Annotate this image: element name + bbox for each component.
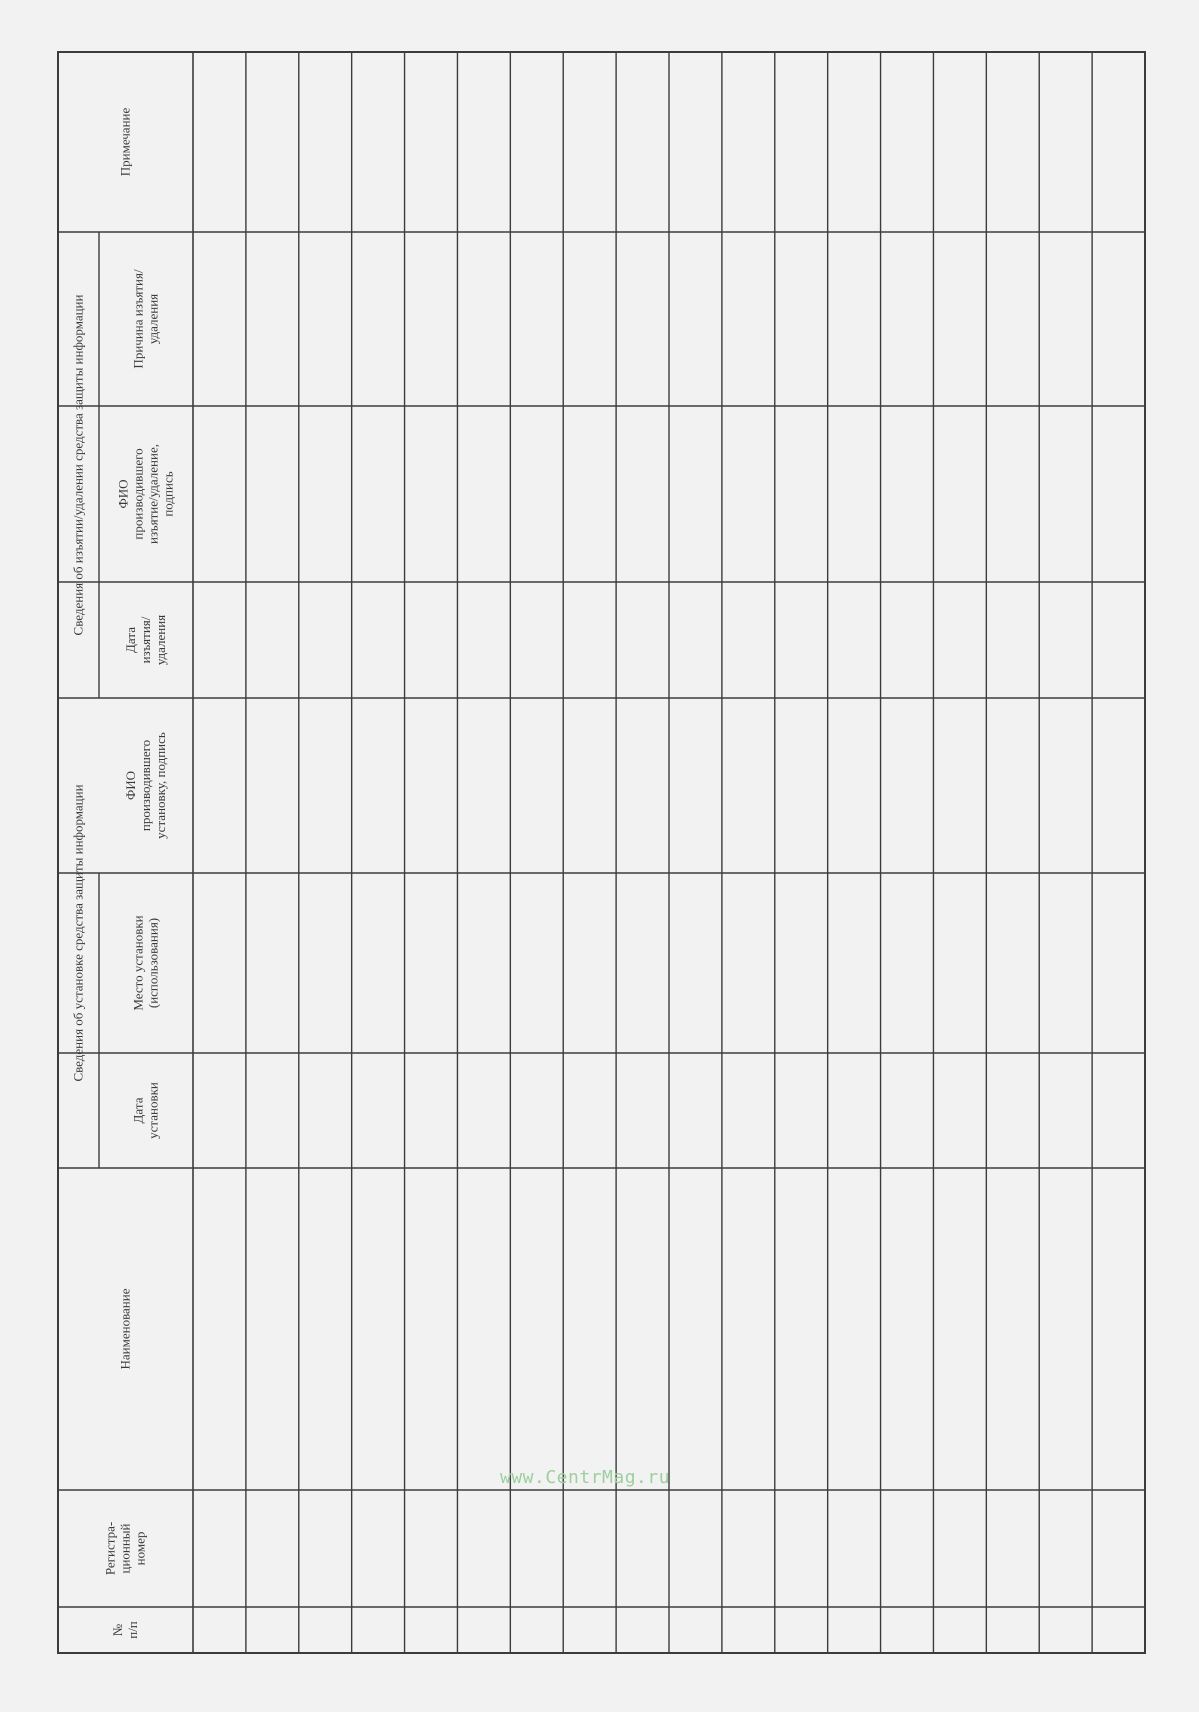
header-removal-date: Датаизъятия/удаления — [123, 614, 168, 666]
watermark: www.CentrMag.ru — [500, 1467, 671, 1488]
header-registration-number: Регистра-ционныйномер — [102, 1521, 148, 1576]
header-removal-fio: ФИОпроизводившегоизъятие/удаление,подпись — [115, 444, 176, 544]
header-install-group: Сведения об установке средства защиты информации — [70, 784, 86, 1082]
header-number: №п/п — [110, 1621, 140, 1639]
header-install-fio: ФИОпроизводившегоустановку, подпись — [123, 732, 168, 839]
header-name: Наименование — [117, 1288, 133, 1370]
header-install-date: Датаустановки — [130, 1082, 161, 1139]
header-removal-group: Сведения об изъятии/удалении средства защиты информации — [70, 294, 86, 636]
table-border — [58, 52, 1145, 1653]
header-note: Примечание — [117, 107, 133, 177]
table-grid — [58, 52, 1145, 1653]
header-install-place: Место установки(использования) — [130, 915, 161, 1011]
header-removal-reason: Причина изъятия/удаления — [130, 269, 161, 369]
